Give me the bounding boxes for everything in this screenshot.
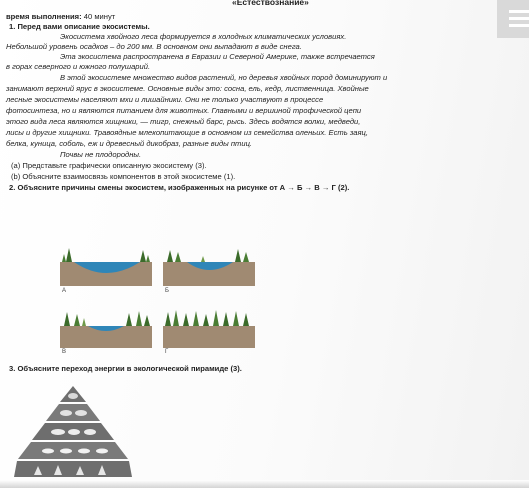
insect-icon: [96, 449, 108, 454]
tree: [144, 315, 150, 326]
animal-icon: [60, 410, 72, 416]
tree: [193, 311, 199, 326]
animal-icon: [68, 429, 80, 435]
animal-icon: [75, 410, 87, 416]
menu-bar-2: [509, 17, 529, 20]
time-value: 40 минут: [83, 12, 116, 21]
ecosystem-scene-b: [163, 244, 255, 286]
tree: [146, 255, 150, 262]
tree: [140, 250, 146, 262]
insect-icon: [42, 449, 54, 454]
predator-icon: [68, 393, 78, 399]
time-label: время выполнения:: [6, 12, 82, 21]
q1-p3-line2: занимают верхний ярус в экосистеме. Основные виды это: сосна, ель, кедр, лиственница. Хвойные: [6, 84, 369, 93]
tree: [213, 310, 219, 326]
tree: [173, 310, 179, 326]
tree: [243, 313, 249, 326]
tree: [64, 312, 70, 326]
insect-icon: [60, 449, 72, 454]
insect-icon: [78, 449, 90, 454]
q1-title: 1. Перед вами описание экосистемы.: [9, 22, 150, 31]
shrub: [201, 256, 205, 262]
animal-icon: [51, 429, 65, 435]
q1-p3-line3: лесные экосистемы населяют мхи и лишайники. Они не только участвуют в процессе: [6, 95, 324, 104]
ecosystem-scene-a: [60, 244, 152, 286]
q1-p3-line5: этого вида леса являются хищники, — тигр, снежный барс, рысь. Здесь водятся волки, медведи,: [6, 117, 361, 126]
q3-title: 3. Объясните переход энергии в экологической пирамиде (3).: [9, 364, 242, 373]
ecosystem-scene-v: [60, 306, 152, 348]
subject-header: «Естествознание»: [232, 0, 309, 7]
tree: [233, 311, 239, 326]
tree: [66, 248, 72, 262]
soil-layer: [163, 326, 255, 348]
q2-title: 2. Объясните причины смены экосистем, изображенных на рисунке от А → Б → В → Г (2).: [9, 183, 350, 192]
q1-p3-line1: В этой экосистеме множество видов растений, но деревья хвойных пород доминируют и: [60, 73, 388, 82]
scene-label-a: A: [62, 288, 67, 294]
scene-label-g: Г: [165, 349, 169, 355]
q1-p1-line1: Экосистема хвойного леса формируется в холодных климатических условиях.: [60, 32, 347, 41]
ecosystem-scene-g: [163, 306, 255, 348]
q1-p3-line6: лисы и другие хищники. Травоядные млекопитающие в основном из семейства оленьих. Есть заяц,: [6, 128, 368, 137]
shrub: [82, 318, 86, 326]
time-line: [6, 12, 115, 21]
scene-label-b: Б: [165, 288, 169, 294]
q1-task-a: (а) Представьте графически описанную экосистему (3).: [11, 161, 207, 170]
tree: [74, 314, 80, 326]
menu-bar-1: [509, 10, 529, 13]
q1-p2-line1: Эта экосистема распространена в Евразии и Северной Америке, также встречается: [60, 52, 375, 61]
corner-menu-icon[interactable]: [497, 0, 529, 38]
q1-p3-line4: фотосинтеза, но и являются питанием для животных. Главными и вершиной трофической цепи: [6, 106, 362, 115]
tree: [136, 311, 142, 326]
ecological-pyramid: [14, 384, 132, 479]
q1-p3-line7: белка, куница, соболь, еж и древесный дикобраз, разные виды птиц.: [6, 139, 253, 148]
scene-label-v: В: [62, 349, 67, 355]
tree: [235, 249, 241, 262]
bottom-shadow: [0, 480, 529, 488]
q1-p4: Почвы не плодородны.: [60, 150, 142, 159]
tree: [126, 313, 132, 326]
tree: [165, 312, 171, 326]
pyramid-level-2: [46, 404, 100, 421]
tree: [243, 252, 249, 262]
tree: [203, 314, 209, 326]
tree: [183, 313, 189, 326]
tree: [62, 254, 66, 262]
animal-icon: [84, 429, 96, 435]
tree: [175, 252, 181, 262]
menu-bar-3: [509, 24, 529, 27]
tree: [167, 250, 173, 262]
q1-task-b: (b) Объясните взаимосвязь компонентов в этой экосистеме (1).: [11, 172, 236, 181]
tree: [223, 312, 229, 326]
pyramid-level-5: [14, 461, 132, 477]
pyramid-level-4: [18, 442, 128, 459]
q1-p2-line2: в горах северного и южного полушарий.: [6, 62, 151, 71]
q1-p1-line2: Небольшой уровень осадков – до 200 мм. В основном они выпадают в виде снега.: [6, 42, 302, 51]
